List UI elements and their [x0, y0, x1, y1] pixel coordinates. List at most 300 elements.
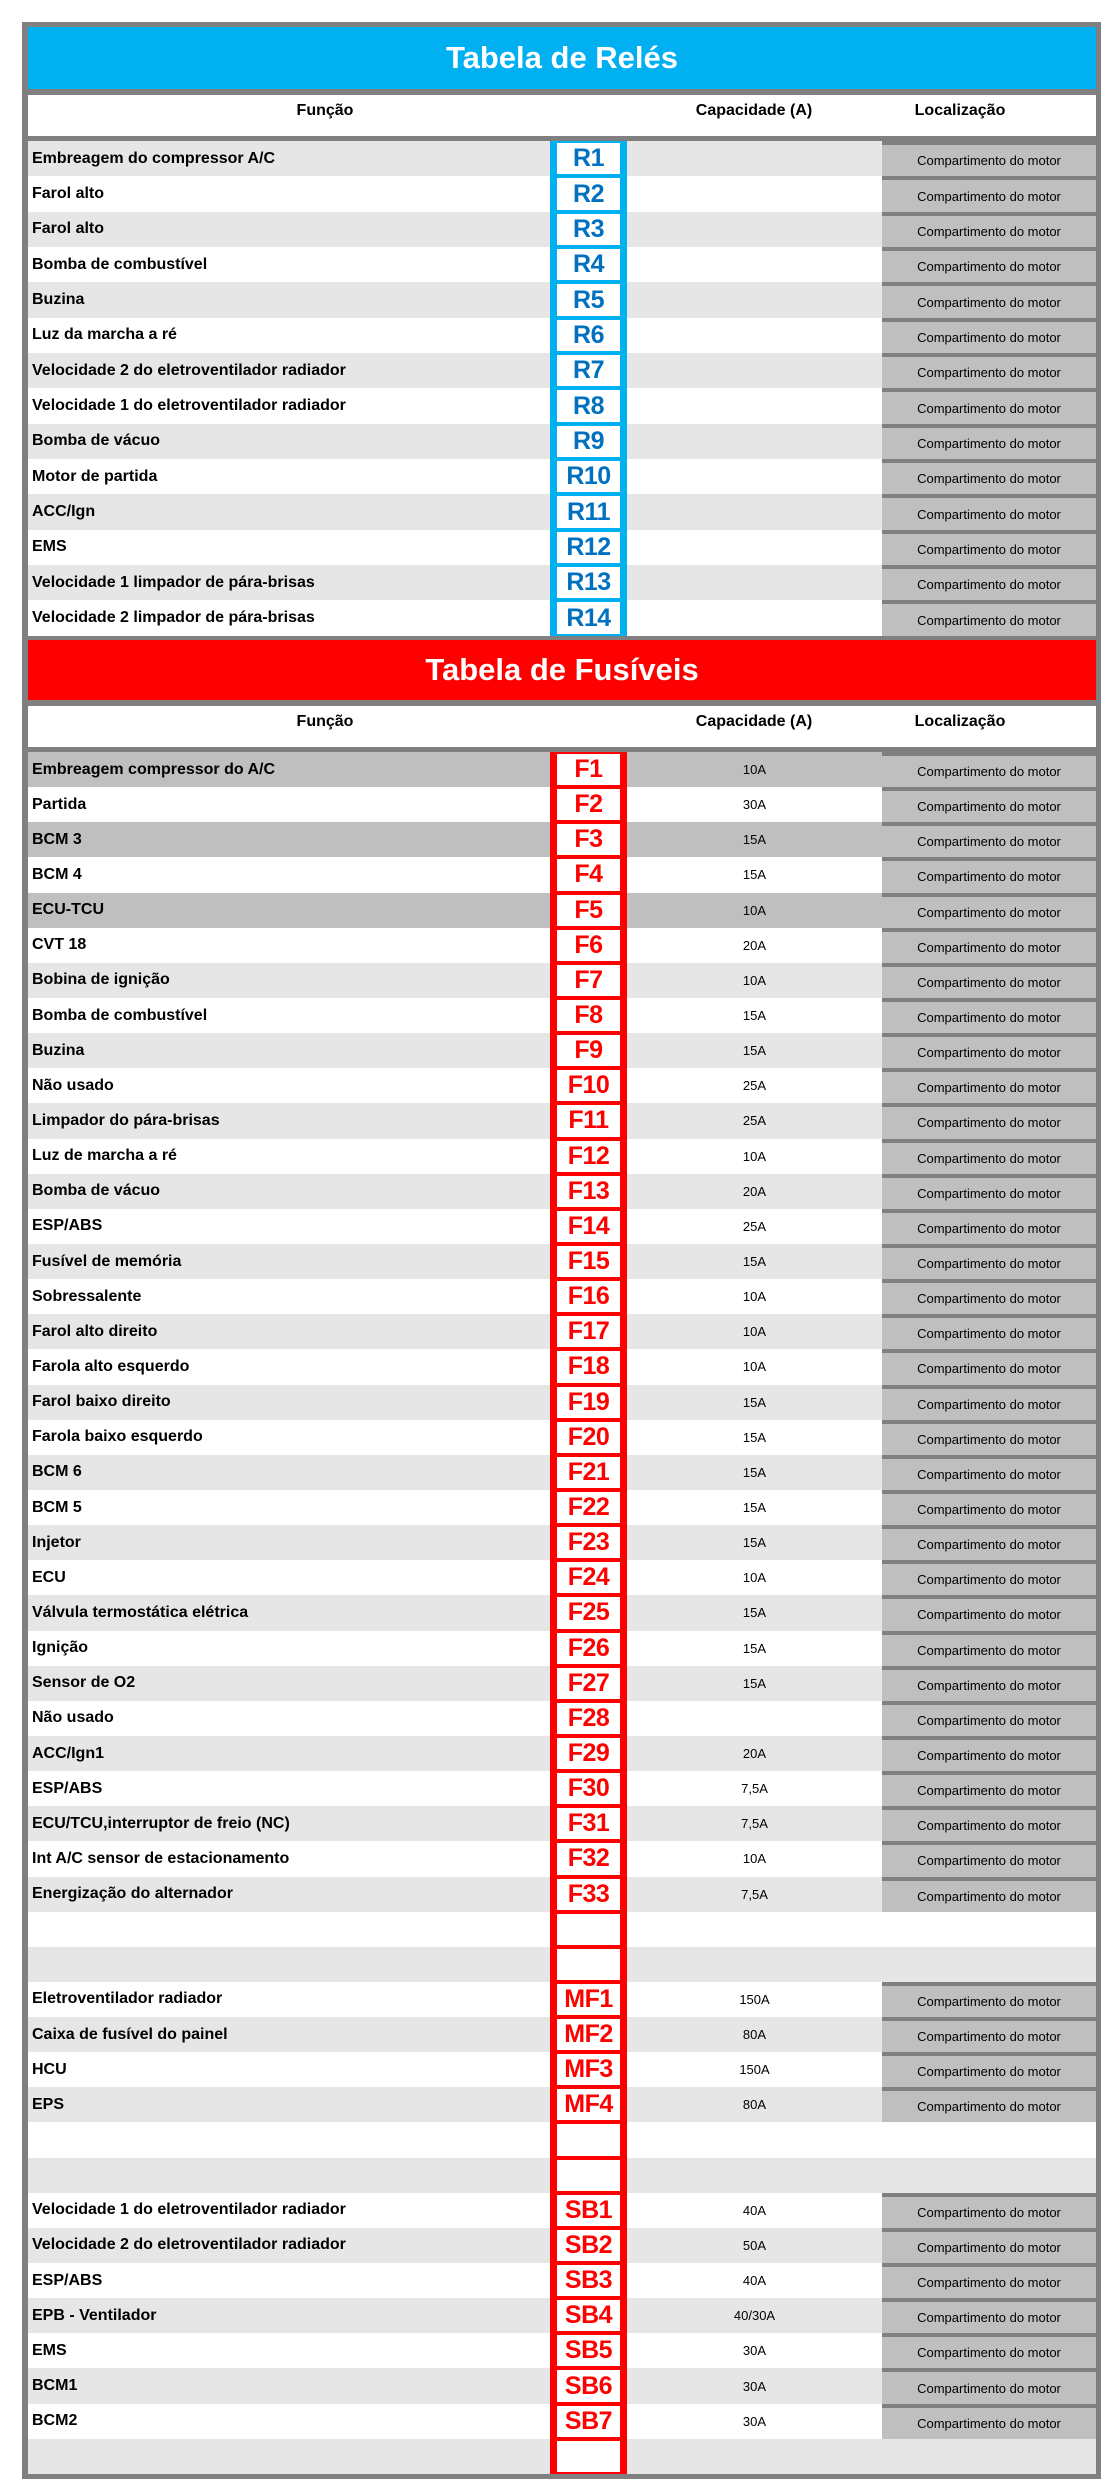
fuse-location-cell: Compartimento do motor	[882, 2087, 1096, 2122]
fuse-capacity-cell: 150A	[739, 1991, 770, 2007]
relay-id-cell	[550, 141, 627, 176]
fuse-location-cell: Compartimento do motor	[882, 998, 1096, 1033]
fuse-id-label: MF4	[557, 2089, 620, 2120]
relay-capacity-cell	[627, 282, 882, 317]
fuse-location-cell: Compartimento do motor	[882, 1279, 1096, 1314]
fuse-id-cell	[550, 2439, 627, 2474]
fuse-function-cell: BCM 3	[32, 830, 82, 848]
fuse-function-cell: ESP/ABS	[32, 2271, 103, 2289]
fuse-table-row	[28, 1385, 1096, 1420]
relay-location-cell: Compartimento do motor	[882, 212, 1096, 247]
fuse-table-row	[28, 1033, 1096, 1068]
fuse-location-cell: Compartimento do motor	[882, 1525, 1096, 1560]
fuse-table-row	[28, 2122, 1096, 2157]
fuse-table-row	[28, 2158, 1096, 2193]
fuse-id-cell	[550, 928, 627, 963]
relay-id-label: R7	[557, 355, 620, 386]
fuse-location-cell: Compartimento do motor	[882, 822, 1096, 857]
fuse-table-row	[28, 1349, 1096, 1384]
fuse-capacity-cell: 80A	[742, 2027, 767, 2043]
fuse-table-row	[28, 1525, 1096, 1560]
fuse-capacity-cell	[627, 1912, 882, 1947]
fuse-capacity-cell: 15A	[742, 1394, 767, 1410]
relay-table-row	[28, 565, 1096, 600]
relay-table-title: Tabela de Relés	[28, 27, 1096, 89]
fuse-id-cell	[550, 1947, 627, 1982]
fuse-function-cell: Energização do alternador	[32, 1885, 233, 1903]
fuse-location-cell: Compartimento do motor	[882, 1771, 1096, 1806]
fuse-location-cell: Compartimento do motor	[882, 1244, 1096, 1279]
fuse-location-cell: Compartimento do motor	[882, 2193, 1096, 2228]
fuse-id-cell	[550, 1068, 627, 1103]
fuse-id-cell	[550, 1209, 627, 1244]
fuse-id-label: F26	[557, 1633, 620, 1664]
fuse-id-label: F2	[557, 789, 620, 820]
relay-table-row	[28, 600, 1096, 635]
relay-location-cell: Compartimento do motor	[882, 494, 1096, 529]
fuse-id-cell	[550, 1631, 627, 1666]
fuse-location-cell: Compartimento do motor	[882, 1033, 1096, 1068]
fuse-capacity-cell	[627, 2439, 882, 2474]
relay-id-label: R11	[557, 496, 620, 527]
fuse-id-cell	[550, 857, 627, 892]
fuse-table-row	[28, 1455, 1096, 1490]
fuse-id-label: F15	[557, 1246, 620, 1277]
fuse-capacity-cell: 40A	[742, 2273, 767, 2289]
fuse-location-cell: Compartimento do motor	[882, 2368, 1096, 2403]
fuse-function-cell: Farol baixo direito	[32, 1393, 171, 1411]
relay-id-cell	[550, 247, 627, 282]
fuse-function-cell: Ignição	[32, 1639, 89, 1657]
fuse-table-row	[28, 752, 1096, 787]
fuse-header-capacity: Capacidade (A)	[695, 713, 813, 730]
fuse-id-label: F7	[557, 965, 620, 996]
relay-capacity-cell	[627, 565, 882, 600]
relay-id-cell	[550, 424, 627, 459]
fuse-id-cell	[550, 1560, 627, 1595]
fuse-id-cell	[550, 2193, 627, 2228]
fuse-table-row	[28, 2193, 1096, 2228]
fuse-id-label: F30	[557, 1773, 620, 1804]
fuse-function-cell: Sobressalente	[32, 1287, 142, 1305]
fuse-function-cell: Limpador do pára-brisas	[32, 1111, 220, 1129]
fuse-id-label: F32	[557, 1843, 620, 1874]
fuse-id-cell	[550, 1806, 627, 1841]
fuse-id-cell	[550, 752, 627, 787]
fuse-table-row	[28, 2017, 1096, 2052]
relay-table-row	[28, 353, 1096, 388]
relay-id-label: R9	[557, 426, 620, 457]
fuse-table-row	[28, 1314, 1096, 1349]
fuse-id-cell	[550, 1420, 627, 1455]
fuse-location-cell: Compartimento do motor	[882, 2333, 1096, 2368]
fuse-id-label: F31	[557, 1808, 620, 1839]
relay-location-cell: Compartimento do motor	[882, 176, 1096, 211]
fuse-function-cell: EPS	[32, 2095, 65, 2113]
relay-location-cell: Compartimento do motor	[882, 424, 1096, 459]
fuse-id-cell	[550, 1982, 627, 2017]
fuse-function-cell: Farola baixo esquerdo	[32, 1428, 203, 1446]
fuse-table-row	[28, 1279, 1096, 1314]
relay-table-row	[28, 282, 1096, 317]
fuse-id-cell	[550, 1490, 627, 1525]
fuse-id-cell	[550, 1595, 627, 1630]
fuse-id-cell	[550, 893, 627, 928]
fuse-capacity-cell: 15A	[742, 867, 767, 883]
fuse-header-function: Função	[296, 713, 354, 730]
relay-table-row	[28, 212, 1096, 247]
fuse-capacity-cell: 15A	[742, 1675, 767, 1691]
fuse-function-cell: ACC/Ign1	[32, 1744, 104, 1762]
fuse-id-cell	[550, 1666, 627, 1701]
fuse-id-label: SB1	[557, 2195, 620, 2226]
fuse-id-cell	[550, 822, 627, 857]
fuse-id-label: SB4	[557, 2300, 620, 2331]
fuse-capacity-cell: 15A	[742, 1008, 767, 1024]
relay-function-cell: Velocidade 1 do eletroventilador radiador	[32, 397, 346, 415]
relay-capacity-cell	[627, 141, 882, 176]
fuse-capacity-cell: 30A	[742, 2413, 767, 2429]
fuse-function-cell: BCM 4	[32, 865, 82, 883]
fuse-function-cell: Farola alto esquerdo	[32, 1357, 190, 1375]
fuse-table-row	[28, 2439, 1096, 2474]
fuse-capacity-cell: 15A	[742, 1464, 767, 1480]
fuse-table-row	[28, 2052, 1096, 2087]
fuse-id-label: MF1	[557, 1984, 620, 2015]
fuse-id-label: F10	[557, 1070, 620, 1101]
fuse-table-row	[28, 2333, 1096, 2368]
fuse-table-row	[28, 963, 1096, 998]
fuse-id-label	[557, 2124, 620, 2155]
fuse-location-cell: Compartimento do motor	[882, 2017, 1096, 2052]
relay-location-cell: Compartimento do motor	[882, 388, 1096, 423]
fuse-capacity-cell: 25A	[742, 1113, 767, 1129]
fuse-id-cell	[550, 2404, 627, 2439]
fuse-id-label: F27	[557, 1668, 620, 1699]
relay-table-row	[28, 141, 1096, 176]
relay-table-body	[28, 141, 1096, 636]
relay-location-cell: Compartimento do motor	[882, 353, 1096, 388]
fuse-table-row	[28, 893, 1096, 928]
fuse-capacity-cell: 10A	[742, 972, 767, 988]
relay-id-cell	[550, 530, 627, 565]
fuse-id-label: F3	[557, 824, 620, 855]
fuse-capacity-cell: 150A	[739, 2062, 770, 2078]
fuse-id-cell	[550, 2052, 627, 2087]
relay-location-cell: Compartimento do motor	[882, 282, 1096, 317]
fuse-table-row	[28, 1841, 1096, 1876]
fuse-id-cell	[550, 2298, 627, 2333]
relay-id-label: R14	[557, 602, 620, 633]
relay-id-label: R13	[557, 567, 620, 598]
fuse-id-label: MF2	[557, 2019, 620, 2050]
relay-location-cell: Compartimento do motor	[882, 600, 1096, 635]
fuse-location-cell: Compartimento do motor	[882, 1701, 1096, 1736]
fuse-id-cell	[550, 1139, 627, 1174]
fuse-capacity-cell	[627, 1701, 882, 1736]
fuse-id-cell	[550, 1525, 627, 1560]
fuse-id-cell	[550, 2368, 627, 2403]
fuse-id-label: F22	[557, 1492, 620, 1523]
fuse-id-cell	[550, 1244, 627, 1279]
fuse-table-row	[28, 1701, 1096, 1736]
fuse-table-row	[28, 1244, 1096, 1279]
fuse-id-cell	[550, 998, 627, 1033]
fuse-capacity-cell: 10A	[742, 1851, 767, 1867]
fuse-id-label: F28	[557, 1703, 620, 1734]
fuse-location-cell: Compartimento do motor	[882, 1139, 1096, 1174]
relay-id-label: R5	[557, 284, 620, 315]
relay-function-cell: EMS	[32, 538, 67, 556]
relay-capacity-cell	[627, 247, 882, 282]
relay-capacity-cell	[627, 494, 882, 529]
fuse-id-cell	[550, 1385, 627, 1420]
fuse-location-cell: Compartimento do motor	[882, 1490, 1096, 1525]
fuse-id-label: F24	[557, 1562, 620, 1593]
fuse-capacity-cell: 30A	[742, 2343, 767, 2359]
fuse-capacity-cell: 10A	[742, 902, 767, 918]
fuse-capacity-cell: 20A	[742, 1746, 767, 1761]
relay-function-cell: Luz da marcha a ré	[32, 326, 177, 344]
relay-id-cell	[550, 212, 627, 247]
fuse-capacity-cell: 7,5A	[741, 1781, 768, 1797]
fuse-table-row	[28, 2404, 1096, 2439]
fuse-capacity-cell: 10A	[742, 762, 767, 778]
relay-function-cell: Velocidade 2 limpador de pára-brisas	[32, 609, 315, 627]
fuse-location-cell: Compartimento do motor	[882, 1174, 1096, 1209]
fuse-id-label	[557, 2441, 620, 2472]
fuse-capacity-cell: 25A	[742, 1218, 767, 1234]
fuse-capacity-cell: 15A	[742, 1043, 767, 1059]
fuse-capacity-cell: 10A	[742, 1324, 767, 1340]
relay-capacity-cell	[627, 530, 882, 565]
fuse-id-cell	[550, 2087, 627, 2122]
fuse-location-cell: Compartimento do motor	[882, 1349, 1096, 1384]
relay-id-label: R10	[557, 461, 620, 492]
fuse-id-cell	[550, 2158, 627, 2193]
fuse-location-cell: Compartimento do motor	[882, 1631, 1096, 1666]
fuse-table-title: Tabela de Fusíveis	[28, 640, 1096, 700]
fuse-id-label: F17	[557, 1316, 620, 1347]
relay-table-row	[28, 176, 1096, 211]
fuse-table-row	[28, 928, 1096, 963]
fuse-id-label: F18	[557, 1351, 620, 1382]
fuse-function-cell: ESP/ABS	[32, 1217, 103, 1235]
fuse-id-label: F5	[557, 895, 620, 926]
fuse-location-cell: Compartimento do motor	[882, 1209, 1096, 1244]
fuse-id-label: SB5	[557, 2335, 620, 2366]
relay-table-row	[28, 530, 1096, 565]
relay-id-cell	[550, 494, 627, 529]
fuse-capacity-cell: 15A	[742, 1429, 767, 1445]
fuse-id-label: F33	[557, 1879, 620, 1910]
fuse-table-row	[28, 1736, 1096, 1771]
fuse-id-label: SB2	[557, 2230, 620, 2261]
fuse-id-cell	[550, 1736, 627, 1771]
fuse-function-cell: BCM1	[32, 2377, 78, 2395]
fuse-location-cell: Compartimento do motor	[882, 928, 1096, 963]
relay-function-cell: Bomba de vácuo	[32, 432, 161, 450]
fuse-function-cell: ESP/ABS	[32, 1779, 103, 1797]
fuse-id-label: F21	[557, 1457, 620, 1488]
fuse-id-cell	[550, 963, 627, 998]
fuse-capacity-cell: 10A	[742, 1289, 767, 1305]
fuse-location-cell: Compartimento do motor	[882, 2298, 1096, 2333]
fuse-table-row	[28, 1560, 1096, 1595]
fuse-function-cell: ECU	[32, 1568, 66, 1586]
fuse-location-cell: Compartimento do motor	[882, 1595, 1096, 1630]
relay-location-cell: Compartimento do motor	[882, 247, 1096, 282]
relay-id-label: R3	[557, 214, 620, 245]
fuse-id-label: F4	[557, 859, 620, 890]
relay-header-location: Localização	[914, 102, 1006, 119]
relay-capacity-cell	[627, 388, 882, 423]
relay-table-row	[28, 247, 1096, 282]
fuse-capacity-cell: 10A	[742, 1359, 767, 1375]
fuse-table-row	[28, 1595, 1096, 1630]
fuse-table-row	[28, 1420, 1096, 1455]
fuse-capacity-cell: 15A	[742, 1254, 767, 1270]
relay-table-row	[28, 424, 1096, 459]
fuse-function-cell: Farol alto direito	[32, 1322, 158, 1340]
fuse-location-cell: Compartimento do motor	[882, 1560, 1096, 1595]
fuse-capacity-cell: 15A	[742, 1605, 767, 1621]
relay-table-row	[28, 388, 1096, 423]
fuse-location-cell: Compartimento do motor	[882, 1455, 1096, 1490]
fuse-capacity-cell: 20A	[742, 937, 767, 953]
fuse-id-cell	[550, 2263, 627, 2298]
fuse-capacity-cell	[627, 1947, 882, 1982]
fuse-function-cell: BCM 6	[32, 1463, 82, 1481]
fuse-id-cell	[550, 2333, 627, 2368]
fuse-location-cell: Compartimento do motor	[882, 857, 1096, 892]
relay-capacity-cell	[627, 459, 882, 494]
fuse-location-cell: Compartimento do motor	[882, 787, 1096, 822]
fuse-function-cell: Não usado	[32, 1076, 114, 1094]
relay-function-cell: Velocidade 1 limpador de pára-brisas	[32, 573, 315, 591]
fuse-function-cell: Velocidade 1 do eletroventilador radiador	[32, 2201, 346, 2219]
fuse-capacity-cell: 7,5A	[741, 1886, 768, 1902]
fuse-id-label: SB3	[557, 2265, 620, 2296]
fuse-table-row	[28, 1806, 1096, 1841]
relay-id-label: R8	[557, 390, 620, 421]
fuse-table-row	[28, 1490, 1096, 1525]
fuse-function-cell: Fusível de memória	[32, 1252, 182, 1270]
fuse-id-cell	[550, 1912, 627, 1947]
fuse-location-cell: Compartimento do motor	[882, 2228, 1096, 2263]
fuse-capacity-cell: 80A	[742, 2097, 767, 2113]
fuse-id-label: F9	[557, 1035, 620, 1066]
relay-id-cell	[550, 600, 627, 635]
fuse-location-cell: Compartimento do motor	[882, 1314, 1096, 1349]
fuse-id-cell	[550, 1174, 627, 1209]
fuse-table-row	[28, 1139, 1096, 1174]
relay-id-label: R1	[557, 143, 620, 174]
relay-function-cell: Farol alto	[32, 185, 105, 203]
fuse-table-row	[28, 2263, 1096, 2298]
relay-header-function: Função	[296, 102, 354, 119]
fuse-function-cell: BCM2	[32, 2412, 78, 2430]
fuse-function-cell: BCM 5	[32, 1498, 82, 1516]
fuse-capacity-cell	[627, 2158, 882, 2193]
fuse-function-cell: Embreagem compressor do A/C	[32, 760, 276, 778]
fuse-function-cell: Sensor de O2	[32, 1674, 136, 1692]
relay-id-cell	[550, 282, 627, 317]
relay-capacity-cell	[627, 600, 882, 635]
fuse-location-cell: Compartimento do motor	[882, 2052, 1096, 2087]
fuse-table-row	[28, 1631, 1096, 1666]
fuse-table-row	[28, 857, 1096, 892]
fuse-table-row	[28, 2368, 1096, 2403]
fuse-table-row	[28, 2228, 1096, 2263]
fuse-location-cell: Compartimento do motor	[882, 1103, 1096, 1138]
fuse-location-cell: Compartimento do motor	[882, 1736, 1096, 1771]
fuse-table-row	[28, 2298, 1096, 2333]
fuse-id-label: F20	[557, 1422, 620, 1453]
fuse-location-cell: Compartimento do motor	[882, 1841, 1096, 1876]
relay-id-cell	[550, 176, 627, 211]
fuse-id-label	[557, 1914, 620, 1945]
relay-location-cell: Compartimento do motor	[882, 530, 1096, 565]
relay-table-row	[28, 459, 1096, 494]
fuse-table-body	[28, 752, 1096, 2474]
fuse-id-label: F13	[557, 1176, 620, 1207]
fuse-id-label: F23	[557, 1527, 620, 1558]
fuse-id-label: F19	[557, 1387, 620, 1418]
fuse-table-row	[28, 1877, 1096, 1912]
fuse-location-cell: Compartimento do motor	[882, 1385, 1096, 1420]
fuse-table-row	[28, 1982, 1096, 2017]
fuse-function-cell: Eletroventilador radiador	[32, 1990, 223, 2008]
fuse-capacity-cell: 50A	[742, 2237, 767, 2253]
fuse-location-cell: Compartimento do motor	[882, 752, 1096, 787]
fuse-id-label	[557, 2160, 620, 2191]
fuse-id-cell	[550, 1314, 627, 1349]
relay-capacity-cell	[627, 212, 882, 247]
relay-header-capacity: Capacidade (A)	[695, 102, 813, 119]
relay-function-cell: Embreagem do compressor A/C	[32, 149, 276, 167]
relay-location-cell: Compartimento do motor	[882, 318, 1096, 353]
fuse-table-row	[28, 1666, 1096, 1701]
fuse-function-cell: Velocidade 2 do eletroventilador radiador	[32, 2236, 346, 2254]
relay-id-cell	[550, 353, 627, 388]
fuse-capacity-cell	[627, 2122, 882, 2157]
fuse-capacity-cell: 15A	[742, 1640, 767, 1656]
fuse-location-cell: Compartimento do motor	[882, 893, 1096, 928]
fuse-location-cell: Compartimento do motor	[882, 1068, 1096, 1103]
fuse-function-cell: CVT 18	[32, 936, 87, 954]
fuse-table-row	[28, 1103, 1096, 1138]
relay-location-cell: Compartimento do motor	[882, 565, 1096, 600]
fuse-capacity-cell: 30A	[742, 2378, 767, 2394]
fuse-table-row	[28, 1174, 1096, 1209]
fuse-function-cell: ECU-TCU	[32, 901, 104, 919]
fuse-table-row	[28, 787, 1096, 822]
fuse-location-cell: Compartimento do motor	[882, 1982, 1096, 2017]
fuse-id-cell	[550, 787, 627, 822]
fuse-location-cell: Compartimento do motor	[882, 1806, 1096, 1841]
relay-function-cell: Farol alto	[32, 220, 105, 238]
fuse-id-cell	[550, 1103, 627, 1138]
fuse-id-cell	[550, 2122, 627, 2157]
fuse-function-cell: Bobina de ignição	[32, 971, 170, 989]
fuse-function-cell: HCU	[32, 2060, 67, 2078]
relay-function-cell: Motor de partida	[32, 467, 158, 485]
fuse-id-cell	[550, 1701, 627, 1736]
fuse-id-label: F12	[557, 1141, 620, 1172]
fuse-function-cell: Int A/C sensor de estacionamento	[32, 1849, 290, 1867]
fuse-function-cell: Caixa de fusível do painel	[32, 2025, 228, 2043]
